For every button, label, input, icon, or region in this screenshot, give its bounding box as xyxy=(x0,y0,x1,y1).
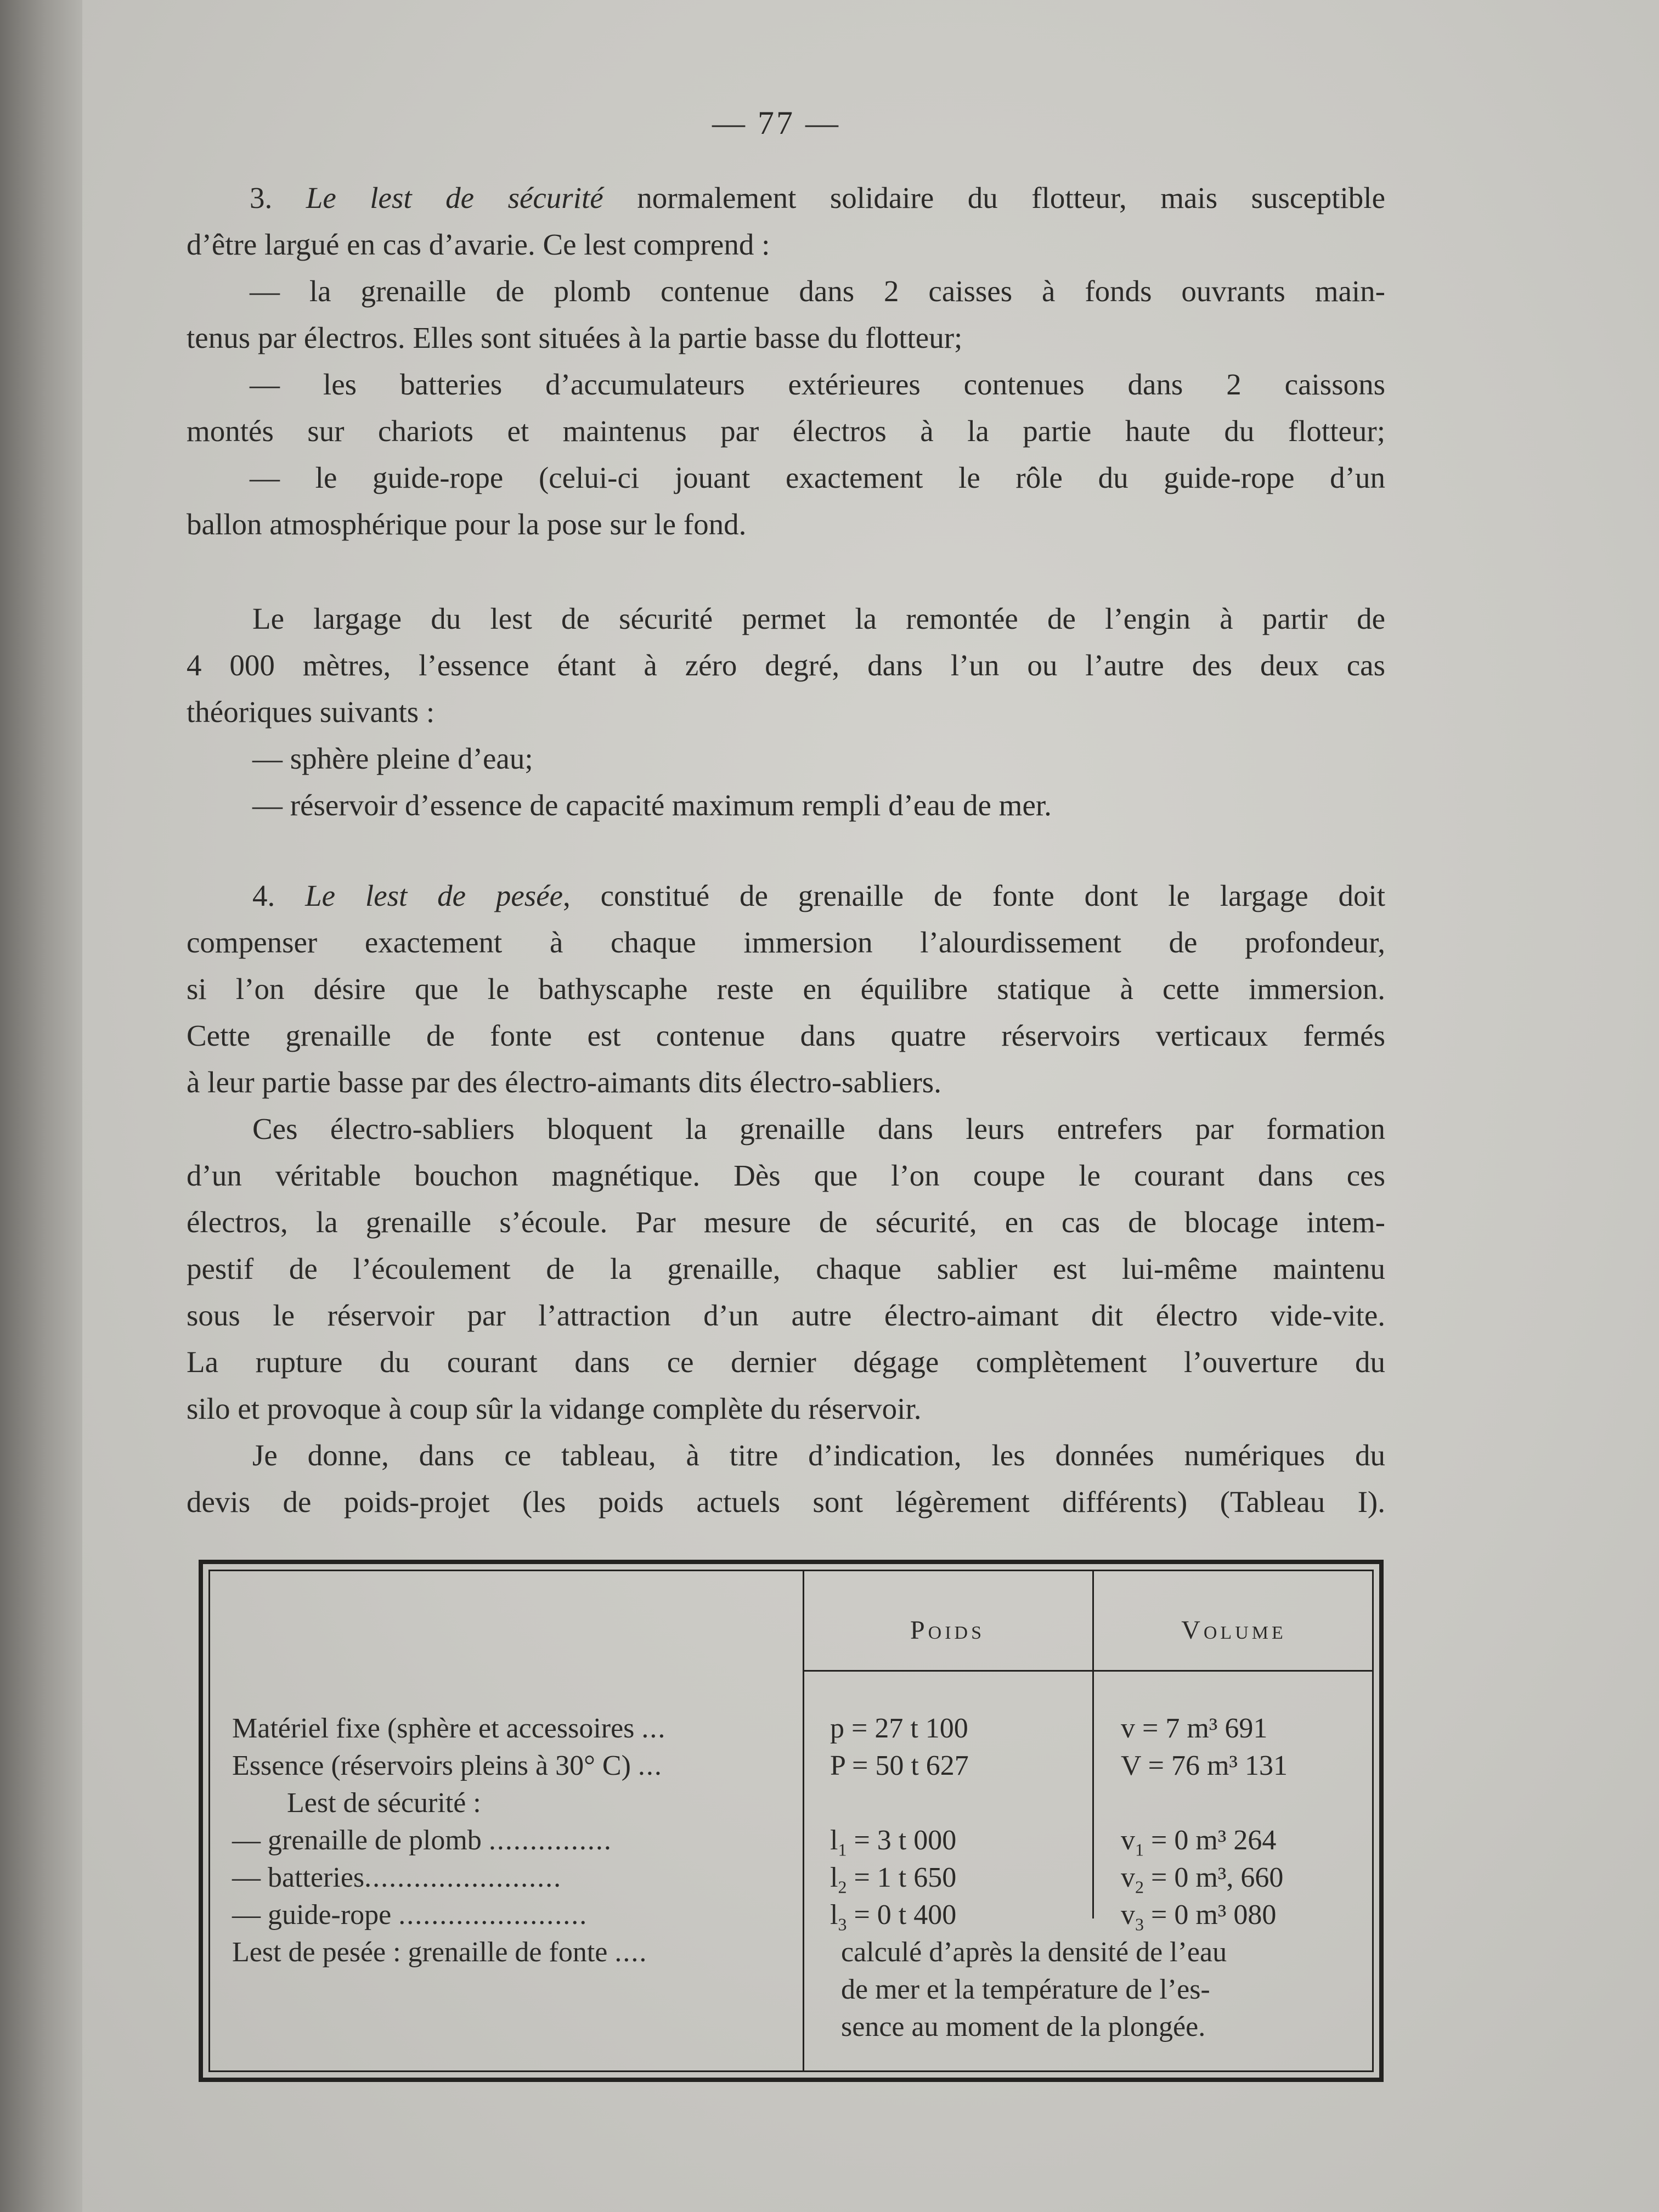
volume-cell: $v_1 = 0$ m³ 264 xyxy=(1121,1825,1277,1860)
text-line: Cette grenaille de fonte est contenue dans quatre réservoirs verticaux fermés xyxy=(187,1019,1385,1052)
row-label: Matériel fixe (sphère et accessoires ... xyxy=(232,1713,667,1744)
volume-cell: $v_2 = 0$ m³, 660 xyxy=(1121,1862,1284,1897)
text-line: à leur partie basse par des électro-aimants dits électro-sabliers. xyxy=(187,1065,941,1099)
column-divider xyxy=(803,1571,804,2070)
section-4-heading: Le lest de pesée xyxy=(305,879,563,912)
header-rule xyxy=(803,1670,1372,1672)
list-item: — réservoir d’essence de capacité maximum rempli d’eau de mer. xyxy=(252,788,1052,822)
text-line: d’un véritable bouchon magnétique. Dès que l’on coupe le courant dans ces xyxy=(187,1159,1385,1192)
poids-cell: p = 27 t 100 xyxy=(830,1713,968,1744)
text-line: Je donne, dans ce tableau, à titre d’indication, les données numériques du xyxy=(252,1438,1385,1472)
row-label: — batteries........................ xyxy=(232,1862,562,1893)
text-line: Le largage du lest de sécurité permet la remontée de l’engin à partir de xyxy=(252,602,1385,635)
row-label: Lest de pesée : grenaille de fonte .... xyxy=(232,1937,648,1968)
text-line: électros, la grenaille s’écoule. Par mesure de sécurité, en cas de blocage intem- xyxy=(187,1205,1385,1239)
poids-cell: $l_3 = 0$ t 400 xyxy=(830,1899,957,1934)
weights-table xyxy=(199,1560,1384,2082)
list-item: — les batteries d’accumulateurs extérieures contenues dans 2 caissons xyxy=(250,368,1385,401)
note-line: de mer et la température de l’es- xyxy=(841,1974,1210,2005)
text-line: montés sur chariots et maintenus par électros à la partie haute du flotteur; xyxy=(187,414,1385,448)
note-line: sence au moment de la plongée. xyxy=(841,2011,1206,2042)
list-item: — le guide-rope (celui-ci jouant exactement le rôle du guide-rope d’un xyxy=(250,461,1385,494)
row-label: — guide-rope ....................... xyxy=(232,1899,588,1931)
book-gutter xyxy=(0,0,82,2212)
text-line: silo et provoque à coup sûr la vidange complète du réservoir. xyxy=(187,1392,922,1425)
text-line: tenus par électros. Elles sont situées à la partie basse du flotteur; xyxy=(187,321,963,354)
poids-cell: $l_1 = 3$ t 000 xyxy=(830,1825,957,1860)
header-volume: Volume xyxy=(1181,1616,1286,1645)
table-inner-border xyxy=(208,1570,1374,2072)
text-line: d’être largué en cas d’avarie. Ce lest comprend : xyxy=(187,228,770,261)
list-item: — sphère pleine d’eau; xyxy=(252,742,533,775)
text-line: sous le réservoir par l’attraction d’un autre électro-aimant dit électro vide-vite. xyxy=(187,1299,1385,1332)
row-label: Lest de sécurité : xyxy=(287,1787,481,1819)
text-line: théoriques suivants : xyxy=(187,695,435,729)
volume-cell: $v_3 = 0$ m³ 080 xyxy=(1121,1899,1277,1934)
header-poids: Poids xyxy=(910,1616,985,1645)
text-line: si l’on désire que le bathyscaphe reste en équilibre statique à cette immersion. xyxy=(187,972,1385,1006)
text-line: 4 000 mètres, l’essence étant à zéro degré, dans l’un ou l’autre des deux cas xyxy=(187,648,1385,682)
poids-cell: $l_2 = 1$ t 650 xyxy=(830,1862,957,1897)
text-line: Ces électro-sabliers bloquent la grenaille dans leurs entrefers par formation xyxy=(252,1112,1385,1146)
text-line: 3. Le lest de sécurité normalement solidaire du flotteur, mais susceptible xyxy=(250,181,1385,215)
text-line: 4. Le lest de pesée, constitué de grenaille de fonte dont le largage doit xyxy=(252,879,1386,912)
section-4 xyxy=(187,872,1385,1525)
row-label: — grenaille de plomb ............... xyxy=(232,1825,612,1856)
row-label: Essence (réservoirs pleins à 30° C) ... xyxy=(232,1750,663,1781)
volume-cell: V = 76 m³ 131 xyxy=(1121,1750,1288,1781)
text-line: devis de poids-projet (les poids actuels sont légèrement différents) (Tableau I). xyxy=(187,1485,1385,1519)
list-item: — la grenaille de plomb contenue dans 2 caisses à fonds ouvrants main- xyxy=(250,274,1385,308)
poids-cell: P = 50 t 627 xyxy=(830,1750,969,1781)
text-line: ballon atmosphérique pour la pose sur le fond. xyxy=(187,507,747,541)
largage-paragraph xyxy=(187,595,1385,828)
section-3 xyxy=(187,174,1385,548)
volume-cell: v = 7 m³ 691 xyxy=(1121,1713,1268,1744)
text-line: pestif de l’écoulement de la grenaille, chaque sablier est lui-même maintenu xyxy=(187,1252,1385,1285)
section-3-heading: Le lest de sécurité xyxy=(306,181,603,215)
text-line: compenser exactement à chaque immersion l’alourdissement de profondeur, xyxy=(187,926,1385,959)
text-line: La rupture du courant dans ce dernier dégage complètement l’ouverture du xyxy=(187,1345,1385,1379)
page-number: — 77 — xyxy=(712,105,840,141)
note-line: calculé d’après la densité de l’eau xyxy=(841,1937,1227,1968)
